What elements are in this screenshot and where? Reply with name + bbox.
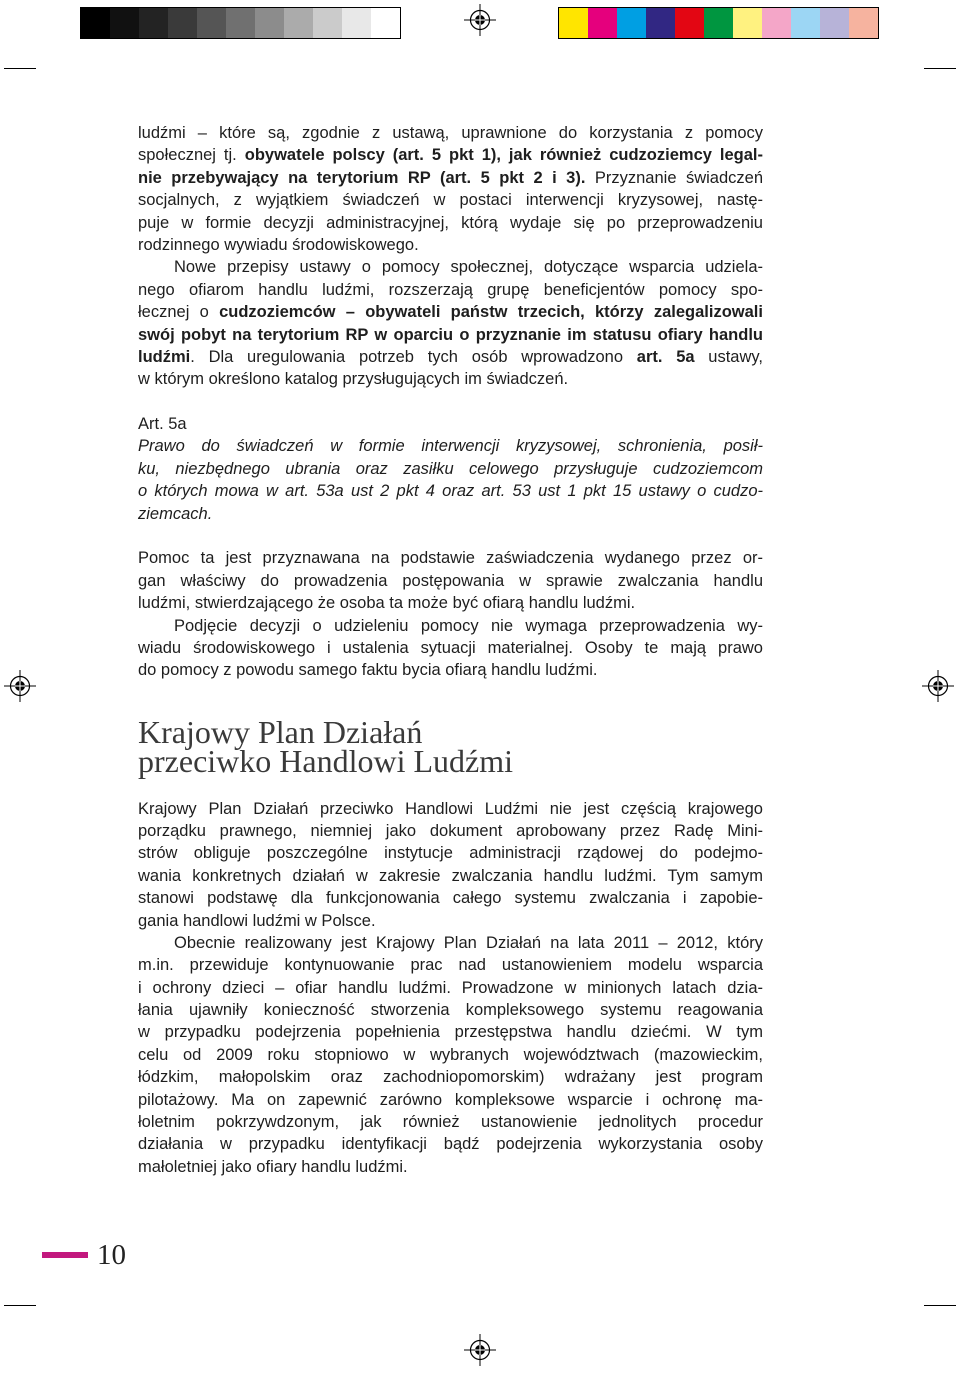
paragraph-line: [138, 842, 763, 864]
body-paragraph: [138, 122, 763, 256]
heading-line: przeciwko Handlowi Ludźmi: [138, 743, 513, 780]
paragraph-line: [138, 301, 763, 323]
text-run: Nowe przepisy ustawy o pomocy społecznej, dotyczące wsparcia udziela-: [174, 258, 763, 277]
color-swatch: [313, 8, 342, 38]
text-run: puje w formie decyzji administracyjnej, którą wydaje się po przeprowadzeniu: [138, 213, 763, 232]
text-run: nego ofiarom handlu ludźmi, rozszerzają grupę beneficjentów pomocy spo-: [138, 280, 763, 299]
paragraph-line: [138, 144, 763, 166]
bold-text: ludźmi: [138, 347, 191, 366]
paragraph-line: [138, 570, 763, 592]
text-run: łoletnim pokrzywdzonym, jak również ustanowienie jednolitych procedur: [138, 1113, 763, 1132]
crop-mark: [4, 68, 36, 69]
paragraph-line: [138, 977, 763, 999]
bold-text: nie przebywający na terytorium RP (art. 5 pkt 2 i 3).: [138, 168, 586, 187]
color-swatch: [342, 8, 371, 38]
color-swatch: [226, 8, 255, 38]
text-run: gania handlowi ludźmi w Polsce.: [138, 911, 376, 930]
process-color-bar: [558, 7, 879, 39]
color-swatch: [791, 8, 820, 38]
registration-mark-icon: [922, 670, 954, 702]
text-run: w którym określono katalog przysługujących im świadczeń.: [138, 370, 569, 389]
paragraph-line: [138, 1133, 763, 1155]
text-run: ludźmi – które są, zgodnie z ustawą, uprawnione do korzystania z pomocy: [138, 124, 763, 142]
text-run: rodzinnego wywiadu środowiskowego.: [138, 235, 419, 254]
article-quote: [138, 435, 763, 525]
heading-line: Krajowy Plan Działań: [138, 714, 423, 751]
text-run: Przyznanie świadczeń: [585, 168, 763, 187]
paragraph-line: [138, 637, 763, 659]
paragraph-line: [138, 659, 763, 681]
page-number: 10: [97, 1239, 126, 1271]
text-run: Obecnie realizowany jest Krajowy Plan Działań na lata 2011 – 2012, który: [174, 933, 763, 952]
paragraph-line: [138, 324, 763, 346]
registration-mark-icon: [464, 1334, 496, 1366]
paragraph-line: [138, 435, 763, 457]
text-run: celu od 2009 roku stopniowo w wybranych województwach (mazowieckim,: [138, 1045, 763, 1064]
section-heading: [138, 714, 763, 780]
text-run: ku, niezbędnego ubrania oraz zasiłku celowego przysługuje cudzoziemcom: [138, 459, 763, 478]
crop-mark: [4, 1305, 36, 1306]
registration-mark-icon: [4, 670, 36, 702]
text-run: pilotażowy. Ma on zapewnić zarówno kompleksowe wsparcie i ochronę ma-: [138, 1090, 763, 1109]
color-swatch: [646, 8, 675, 38]
text-run: łódzkim, małopolskim oraz zachodniopomorskim) wdrażany jest program: [138, 1068, 763, 1087]
grayscale-color-bar: [80, 7, 401, 39]
paragraph-line: [138, 480, 763, 502]
text-run: ustawy,: [694, 347, 763, 366]
paragraph-line: [138, 887, 763, 909]
color-swatch: [675, 8, 704, 38]
paragraph-line: [138, 910, 763, 932]
paragraph-line: [138, 932, 763, 954]
bold-text: swój pobyt na terytorium RP w oparciu o przyznanie im statusu ofiary handlu: [138, 325, 763, 344]
text-run: do pomocy z powodu samego faktu bycia ofiarą handlu ludźmi.: [138, 661, 598, 680]
paragraph-line: [138, 999, 763, 1021]
paragraph-line: [138, 547, 763, 569]
text-run: społecznej tj.: [138, 146, 245, 165]
text-run: strów obliguje poszczególne instytucje administracji rządowej do podejmo-: [138, 844, 763, 863]
color-swatch: [617, 8, 646, 38]
body-paragraph: [138, 615, 763, 682]
text-run: ludźmi, stwierdzającego że osoba ta może być ofiarą handlu ludźmi.: [138, 594, 636, 613]
color-swatch: [284, 8, 313, 38]
bold-text: obywatele polscy (art. 5 pkt 1), jak również cudzoziemcy legal-: [244, 146, 763, 165]
text-run: Pomoc ta jest przyznawana na podstawie zaświadczenia wydanego przez or-: [138, 549, 763, 568]
paragraph-line: [138, 503, 763, 525]
color-swatch: [255, 8, 284, 38]
color-swatch: [588, 8, 617, 38]
registration-mark-icon: [464, 4, 496, 36]
paragraph-line: [138, 122, 763, 144]
color-swatch: [168, 8, 197, 38]
text-run: m.in. przewiduje kontynuowanie prac nad ustanowieniem modelu wsparcia: [138, 956, 763, 975]
color-swatch: [81, 8, 110, 38]
color-swatch: [559, 8, 588, 38]
text-run: porządku prawnego, niemniej jako dokument aprobowany przez Radę Mini-: [138, 821, 763, 840]
text-run: wania konkretnych działań w zakresie zwalczania handlu ludźmi. Tym samym: [138, 866, 763, 885]
body-paragraph: [138, 547, 763, 614]
crop-mark: [924, 1305, 956, 1306]
paragraph-line: [138, 798, 763, 820]
color-swatch: [704, 8, 733, 38]
paragraph-line: [138, 865, 763, 887]
text-run: wiadu środowiskowego i ustalenia sytuacji materialnej. Osoby te mają prawo: [138, 638, 763, 657]
text-run: w przypadku podejrzenia popełnienia przestępstwa handlu dziećmi. W tym: [138, 1023, 763, 1042]
paragraph-line: [138, 615, 763, 637]
color-swatch: [197, 8, 226, 38]
paragraph-line: [138, 368, 763, 390]
text-run: stanowi podstawę dla funkcjonowania całego systemu zwalczania i zapobie-: [138, 889, 763, 908]
color-swatch: [733, 8, 762, 38]
text-run: łania ujawniły konieczność stworzenia kompleksowego systemu reagowania: [138, 1001, 763, 1020]
crop-mark: [924, 68, 956, 69]
body-paragraph: [138, 256, 763, 390]
text-run: gan właściwy do prowadzenia postępowania w sprawie zwalczania handlu: [138, 571, 763, 590]
paragraph-line: [138, 346, 763, 368]
paragraph-line: [138, 954, 763, 976]
paragraph-line: [138, 212, 763, 234]
text-run: socjalnych, z wyjątkiem świadczeń w postaci interwencji kryzysowej, nastę-: [138, 191, 763, 210]
color-swatch: [762, 8, 791, 38]
paragraph-line: [138, 1044, 763, 1066]
text-run: ziemcach.: [138, 504, 213, 523]
body-paragraph: [138, 798, 763, 932]
color-swatch: [139, 8, 168, 38]
text-run: łecznej o: [138, 303, 220, 322]
text-run: Krajowy Plan Działań przeciwko Handlowi Ludźmi nie jest częścią krajowego: [138, 799, 763, 818]
article-label: Art. 5a: [138, 415, 187, 434]
body-paragraph: [138, 932, 763, 1178]
text-run: o których mowa w art. 53a ust 2 pkt 4 oraz art. 53 ust 1 pkt 15 ustawy o cudzo-: [138, 482, 763, 501]
color-swatch: [371, 8, 400, 38]
text-run: małoletniej jako ofiary handlu ludźmi.: [138, 1157, 408, 1176]
paragraph-line: [138, 820, 763, 842]
color-swatch: [849, 8, 878, 38]
paragraph-line: [138, 1156, 763, 1178]
bold-text: art. 5a: [636, 347, 695, 366]
text-run: Prawo do świadczeń w formie interwencji kryzysowej, schronienia, posił-: [138, 437, 763, 456]
paragraph-line: [138, 458, 763, 480]
legal-article: [138, 413, 763, 525]
text-run: Podjęcie decyzji o udzieleniu pomocy nie wymaga przeprowadzenia wy-: [174, 616, 763, 635]
paragraph-line: [138, 256, 763, 278]
paragraph-line: [138, 189, 763, 211]
paragraph-line: [138, 279, 763, 301]
paragraph-line: [138, 1089, 763, 1111]
color-swatch: [110, 8, 139, 38]
paragraph-line: [138, 167, 763, 189]
color-swatch: [820, 8, 849, 38]
paragraph-line: [138, 234, 763, 256]
text-run: . Dla uregulowania potrzeb tych osób wprowadzono: [190, 347, 637, 366]
text-run: i ochrony dzieci – ofiar handlu ludźmi. Prowadzone w minionych latach dzia-: [138, 978, 763, 997]
paragraph-line: [138, 1021, 763, 1043]
page-body: [138, 122, 763, 1178]
text-run: działania w przypadku identyfikacji bądź podejrzenia wykorzystania osoby: [138, 1135, 763, 1154]
page-number-bar: [42, 1252, 88, 1258]
paragraph-line: [138, 1066, 763, 1088]
bold-text: cudzoziemców – obywateli państw trzecich, którzy zalegalizowali: [219, 303, 763, 322]
paragraph-line: [138, 1111, 763, 1133]
paragraph-line: [138, 592, 763, 614]
